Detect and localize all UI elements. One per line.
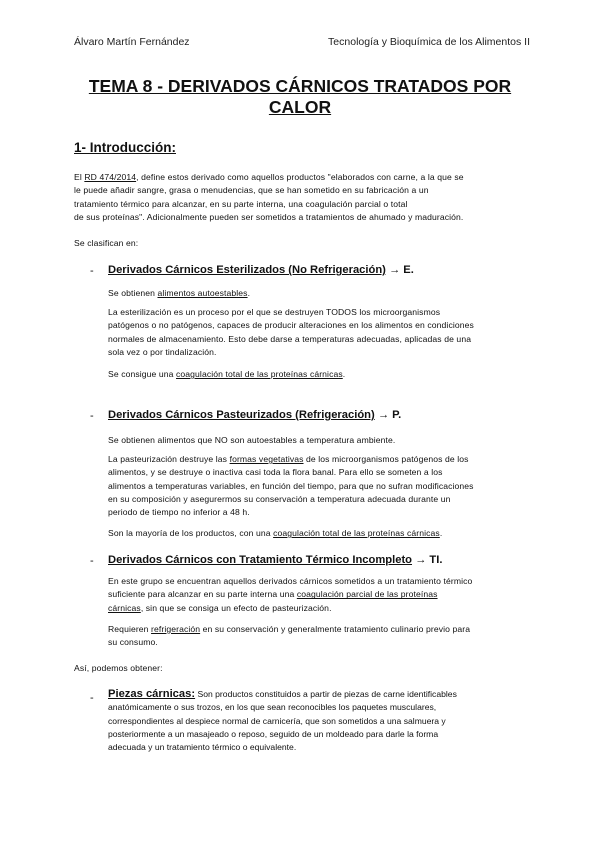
heading-pasteurizados: Derivados Cárnicos Pasteurizados (Refrigeración) → P. <box>108 409 402 421</box>
rd-reference-link[interactable]: RD 474/2014 <box>84 172 137 182</box>
header-author: Álvaro Martín Fernández <box>74 36 190 48</box>
bullet-marker: - <box>90 555 94 567</box>
piezas-carnicas-paragraph: Piezas cárnicas: Son productos constituidos a partir de piezas de carne identificables anatómicamente o sus trozos, en los que sean reconocibles los paquetes musculares, correspondientes al despiece normal de carnicería, que son sometidos a una salmuera y posteriormente a un masajeado o reposo, seguido de un moldeado para darle la forma adecuada y un tratamiento térmico o equivalente. <box>108 688 457 753</box>
classify-text: Se clasifican en: <box>74 238 139 248</box>
heading-esterilizados: Derivados Cárnicos Esterilizados (No Refrigeración) → E. <box>108 264 414 276</box>
bullet-marker: - <box>90 692 94 704</box>
pasteurizados-p1: Se obtienen alimentos que NO son autoestables a temperatura ambiente. <box>108 435 396 445</box>
piezas-carnicas-label: Piezas cárnicas: <box>108 688 196 700</box>
obtain-text: Así, podemos obtener: <box>74 663 163 673</box>
title-line-2: CALOR <box>268 97 332 117</box>
bullet-marker: - <box>90 410 94 422</box>
incompleto-p1: En este grupo se encuentran aquellos derivados cárnicos sometidos a un tratamiento térmico suficiente para alcanzar en su parte interna una coagulación parcial de las proteínas cárnicas, sin que se consiga un efecto de pasteurización. <box>108 576 473 613</box>
pasteurizados-p2: La pasteurización destruye las formas vegetativas de los microorganismos patógenos de los alimentos, y se destruye o inactiva casi toda la flora banal. Para ello se someten a los alimentos a temperaturas variables, en función del tiempo, para que no sufran modificaciones en su composición y asegurermos su conservación a temperatura adecuada durante un periodo de tiempo no inferior a 48 h. <box>108 454 474 518</box>
title-line-1: TEMA 8 - DERIVADOS CÁRNICOS TRATADOS POR <box>88 76 512 96</box>
bullet-marker: - <box>90 265 94 277</box>
incompleto-p2: Requieren refrigeración en su conservación y generalmente tratamiento culinario previo para su consumo. <box>108 624 471 648</box>
section-heading-introduction: 1- Introducción: <box>74 140 176 155</box>
esterilizados-p3: Se consigue una coagulación total de las proteínas cárnicas. <box>108 369 346 379</box>
intro-paragraph: El RD 474/2014, define estos derivado como aquellos productos "elaborados con carne, a la que se le puede añadir sangre, grasa o menudencias, que se han sometido en su fabricación a un tratamiento térmico para alcanzar, en su parte interna, una coagulación parcial o total de sus proteínas". Adicionalmente pueden ser sometidos a tratamientos de ahumado y maduración. <box>74 172 464 222</box>
pasteurizados-p3: Son la mayoría de los productos, con una coagulación total de las proteínas cárnicas. <box>108 528 443 538</box>
header-course: Tecnología y Bioquímica de los Alimentos II <box>328 36 530 48</box>
page-title <box>70 76 530 118</box>
esterilizados-p1: Se obtienen alimentos autoestables. <box>108 288 251 298</box>
heading-tratamiento-incompleto: Derivados Cárnicos con Tratamiento Térmico Incompleto → TI. <box>108 554 443 566</box>
esterilizados-p2: La esterilización es un proceso por el que se destruyen TODOS los microorganismos patógenos o no patógenos, capaces de producir alteraciones en los alimentos en condiciones normales de almacenamiento. Esto debe darse a temperaturas adecuadas, aplicadas de una sola vez o por tindalización. <box>108 307 474 357</box>
